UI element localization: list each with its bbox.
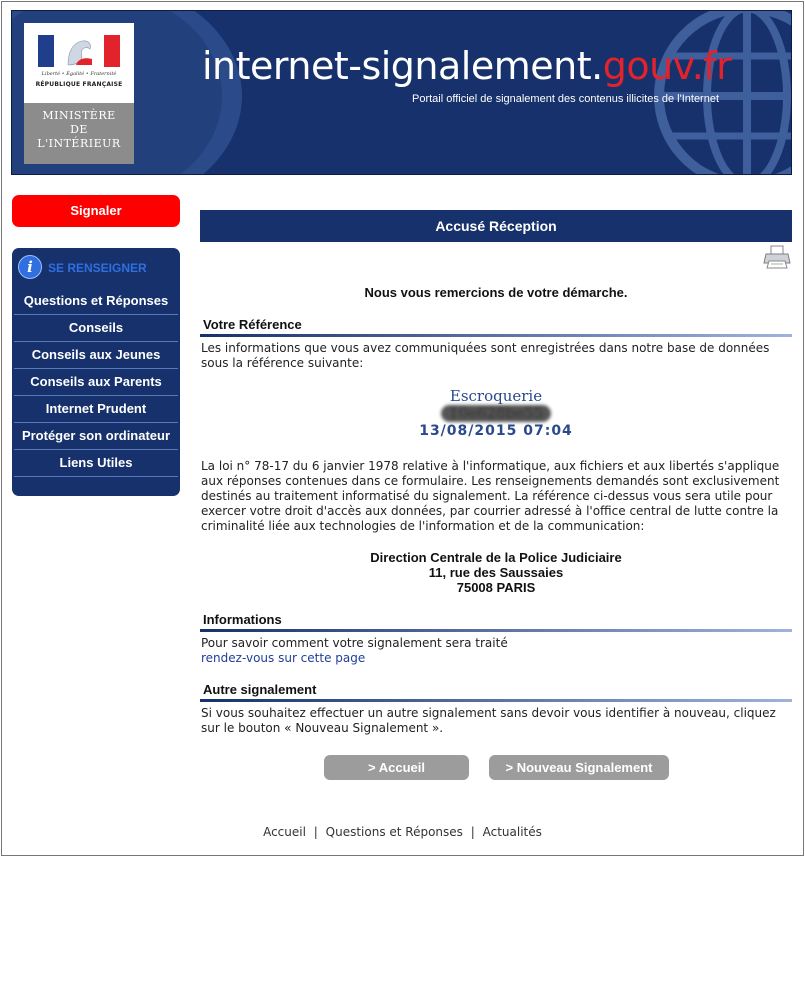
informations-link-row	[201, 651, 791, 666]
sidebar-item-conseils-jeunes[interactable]: Conseils aux Jeunes	[14, 342, 178, 369]
info-panel-title: SE RENSEIGNER	[48, 261, 147, 275]
footer-links	[0, 825, 805, 839]
reference-intro: Les informations que vous avez communiquées sont enregistrées dans notre base de données sous la référence suivante:	[201, 341, 770, 370]
reference-block	[200, 388, 792, 440]
footer-separator: |	[313, 825, 318, 839]
reference-category: Escroquerie	[449, 387, 543, 405]
thanks-message: Nous vous remercions de votre démarche.	[364, 285, 628, 300]
ministere-label: MINISTÈRE DE L'INTÉRIEUR	[24, 103, 134, 164]
marianne-icon	[62, 35, 96, 67]
informations-heading: Informations	[200, 612, 792, 632]
info-panel	[12, 248, 180, 496]
reference-code: 10e628be55	[441, 405, 551, 422]
sidebar-item-conseils[interactable]: Conseils	[14, 315, 178, 342]
sidebar-item-proteger-ordinateur[interactable]: Protéger son ordinateur	[14, 423, 178, 450]
address-line: Direction Centrale de la Police Judiciaire	[370, 550, 622, 565]
sidebar-item-internet-prudent[interactable]: Internet Prudent	[14, 396, 178, 423]
informations-link[interactable]: rendez-vous sur cette page	[201, 651, 366, 665]
sidebar-item-questions[interactable]: Questions et Réponses	[14, 288, 178, 315]
site-tagline: Portail officiel de signalement des contenus illicites de l'Internet	[412, 93, 720, 105]
signaler-button[interactable]: Signaler	[12, 195, 180, 227]
sidebar-item-conseils-parents[interactable]: Conseils aux Parents	[14, 369, 178, 396]
logo-republique: RÉPUBLIQUE FRANÇAISE	[35, 81, 123, 88]
info-panel-header	[12, 248, 180, 286]
site-title[interactable]	[202, 44, 731, 88]
marianne-logo	[24, 23, 134, 103]
autre-signalement-text: Si vous souhaitez effectuer un autre signalement sans devoir vous identifier à nouveau, cliquez sur le bouton « Nouveau Signalement ».	[201, 706, 776, 735]
informations-text: Pour savoir comment votre signalement sera traité	[201, 636, 508, 650]
reference-date: 13/08/2015 07:04	[419, 423, 573, 439]
sidebar-menu	[12, 288, 180, 477]
print-icon[interactable]	[763, 244, 791, 270]
sidebar-item-liens-utiles[interactable]: Liens Utiles	[14, 450, 178, 477]
footer-link-actualites[interactable]: Actualités	[482, 825, 542, 839]
site-domain: gouv.fr	[602, 44, 732, 88]
reference-heading: Votre Référence	[200, 317, 792, 337]
footer-link-questions[interactable]: Questions et Réponses	[325, 825, 463, 839]
header-banner	[11, 10, 792, 175]
address-line: 11, rue des Saussaies	[428, 565, 564, 580]
ministry-logo[interactable]	[24, 23, 134, 164]
law-text: La loi n° 78-17 du 6 janvier 1978 relative à l'informatique, aux fichiers et aux libertés s'applique aux réponses contenues dans ce formulaire. Les renseignements demandés sont exclusivement destinés au traitement informatisé du signalement. La référence ci-dessus vous sera utile pour exercer votre droit d'accès aux données, par courrier adressé à l'office central de lutte contre la criminalité liée aux technologies de l'information et de la communication:	[201, 459, 780, 533]
logo-devise: Liberté • Égalité • Fraternité	[41, 71, 117, 77]
postal-address	[200, 550, 792, 595]
info-icon: i	[18, 255, 42, 279]
address-line: 75008 PARIS	[456, 580, 536, 595]
page-title: Accusé Réception	[200, 210, 792, 242]
site-name: internet-signalement	[202, 44, 592, 88]
footer-separator: |	[470, 825, 475, 839]
footer-link-accueil[interactable]: Accueil	[263, 825, 306, 839]
nouveau-signalement-button[interactable]: > Nouveau Signalement	[489, 755, 669, 780]
autre-signalement-heading: Autre signalement	[200, 682, 792, 702]
accueil-button[interactable]: > Accueil	[324, 755, 469, 780]
site-dot: .	[591, 44, 603, 88]
